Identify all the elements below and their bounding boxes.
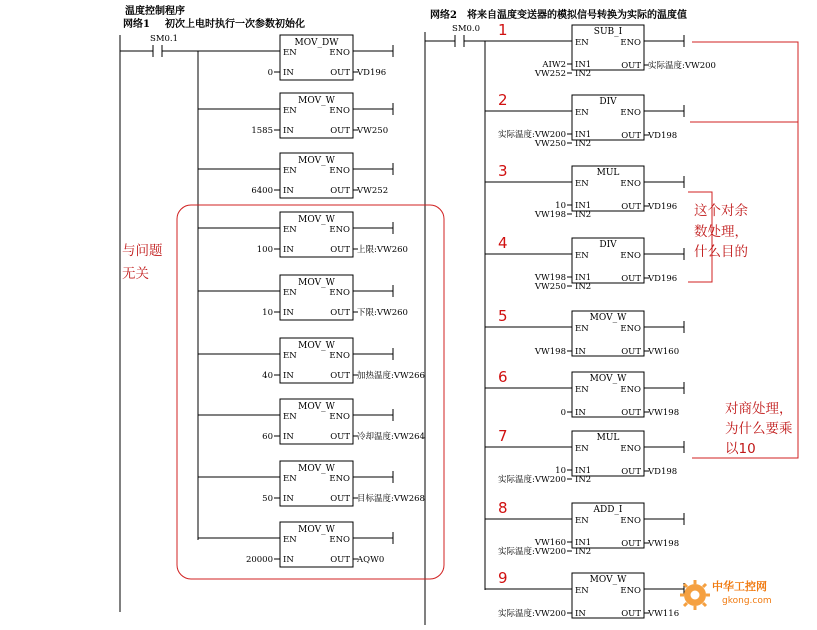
operand-in1: 实际温度:VW200 — [498, 130, 566, 140]
irrelevant-note-line1: 与问题 — [122, 243, 163, 259]
pin-in2: IN2 — [575, 210, 592, 220]
operand-in1: 10 — [555, 466, 566, 476]
irrelevant-note-line2: 无关 — [122, 266, 149, 282]
operand-in2: 实际温度:VW200 — [498, 475, 566, 485]
watermark-logo — [680, 579, 772, 610]
pin-out: OUT — [621, 539, 641, 549]
contact-sm0-1 — [120, 34, 280, 57]
pin-out: OUT — [330, 432, 350, 442]
pin-out: OUT — [621, 274, 641, 284]
n2-block-2 — [485, 91, 684, 149]
block-name: MOV_W — [298, 278, 335, 288]
pin-in: IN — [283, 432, 294, 442]
program-title: 温度控制程序 — [125, 6, 185, 17]
pin-en: EN — [283, 225, 297, 235]
network1-blocks — [198, 35, 425, 567]
pin-eno: ENO — [329, 225, 350, 235]
pin-en: EN — [575, 516, 589, 526]
block-name: MOV_DW — [294, 38, 339, 48]
block-name: MOV_W — [298, 402, 335, 412]
operand-in: 1585 — [251, 126, 273, 136]
pin-eno: ENO — [329, 288, 350, 298]
quotient-note-line2: 为什么要乘 — [725, 421, 793, 437]
svg-text:中华工控网: 中华工控网 — [712, 580, 767, 593]
pin-in: IN — [283, 308, 294, 318]
operand-out: VD196 — [648, 274, 678, 284]
pin-out: OUT — [330, 126, 350, 136]
operand-in1: 10 — [555, 201, 566, 211]
n2-block-9 — [485, 569, 684, 619]
block-name: MOV_W — [589, 313, 627, 323]
operand-in: 0 — [267, 68, 273, 78]
operand-in1: AIW2 — [542, 60, 566, 70]
svg-text:gkong.com: gkong.com — [722, 596, 772, 606]
block-name: MUL — [596, 433, 620, 443]
rung-number: 3 — [498, 162, 508, 180]
svg-text:SM0.1: SM0.1 — [150, 34, 179, 44]
pin-in2: IN2 — [575, 69, 592, 79]
pin-out: OUT — [621, 609, 641, 619]
pin-en: EN — [283, 474, 297, 484]
network1-comment: 初次上电时执行一次参数初始化 — [165, 19, 305, 30]
pin-eno: ENO — [620, 324, 641, 334]
pin-en: EN — [575, 251, 589, 261]
pin-en: EN — [283, 106, 297, 116]
pin-in2: IN2 — [575, 475, 592, 485]
pin-in1: IN1 — [575, 538, 592, 548]
operand-in: 20000 — [245, 555, 273, 565]
pin-en: EN — [575, 324, 589, 334]
block-name: MOV_W — [298, 341, 335, 351]
svg-text:SM0.0: SM0.0 — [452, 24, 481, 34]
pin-in: IN — [575, 609, 586, 619]
pin-out: OUT — [330, 308, 350, 318]
pin-en: EN — [575, 179, 589, 189]
remainder-note-line1: 这个对余 — [694, 203, 748, 219]
operand-in: 0 — [560, 408, 566, 418]
n1-block-8 — [198, 461, 425, 506]
rung-number: 5 — [498, 307, 508, 325]
pin-in2: IN2 — [575, 139, 592, 149]
operand-out: VD198 — [648, 131, 678, 141]
operand-in2: VW250 — [534, 282, 566, 292]
block-name: ADD_I — [593, 505, 623, 515]
operand-out: 冷却温度:VW264 — [357, 432, 425, 442]
quotient-note-line3: 以10 — [725, 441, 756, 457]
pin-out: OUT — [621, 61, 641, 71]
rung-number: 1 — [498, 21, 508, 39]
pin-in1: IN1 — [575, 273, 592, 283]
pin-in: IN — [575, 408, 586, 418]
remainder-note-line3: 什么目的 — [694, 244, 748, 260]
pin-out: OUT — [621, 467, 641, 477]
pin-eno: ENO — [620, 444, 641, 454]
n1-block-3 — [198, 153, 393, 198]
n1-block-4 — [198, 212, 408, 257]
remainder-note-line2: 数处理， — [694, 224, 748, 240]
rung-number: 9 — [498, 569, 508, 587]
pin-in: IN — [283, 126, 294, 136]
rung-number: 7 — [498, 427, 508, 445]
operand-in: 实际温度:VW200 — [498, 609, 566, 619]
operand-in1: VW160 — [534, 538, 566, 548]
operand-in2: VW250 — [534, 139, 566, 149]
pin-en: EN — [575, 108, 589, 118]
pin-in: IN — [283, 371, 294, 381]
operand-out: VW198 — [648, 539, 680, 549]
pin-eno: ENO — [620, 179, 641, 189]
n2-block-8 — [485, 499, 684, 557]
block-name: MOV_W — [298, 96, 335, 106]
operand-out: VD198 — [648, 467, 678, 477]
n2-block-4 — [485, 234, 684, 292]
operand-out: 下限:VW260 — [357, 308, 408, 318]
pin-en: EN — [283, 535, 297, 545]
pin-in: IN — [575, 347, 586, 357]
operand-out: 实际温度:VW200 — [648, 61, 716, 71]
pin-eno: ENO — [620, 38, 641, 48]
pin-en: EN — [283, 288, 297, 298]
pin-out: OUT — [330, 245, 350, 255]
pin-in: IN — [283, 245, 294, 255]
pin-in: IN — [283, 555, 294, 565]
network1-label: 网络1 — [123, 19, 150, 30]
pin-in1: IN1 — [575, 466, 592, 476]
pin-out: OUT — [621, 408, 641, 418]
operand-in2: VW198 — [534, 210, 566, 220]
operand-out: 上限:VW260 — [357, 245, 408, 255]
quotient-note-line1: 对商处理， — [725, 401, 793, 417]
pin-eno: ENO — [329, 166, 350, 176]
pin-en: EN — [575, 38, 589, 48]
block-name: MOV_W — [298, 525, 335, 535]
pin-in: IN — [283, 186, 294, 196]
operand-in: 60 — [262, 432, 273, 442]
block-name: MOV_W — [298, 464, 335, 474]
pin-in1: IN1 — [575, 60, 592, 70]
operand-in: 10 — [262, 308, 273, 318]
pin-out: OUT — [621, 202, 641, 212]
block-name: DIV — [599, 240, 617, 250]
pin-eno: ENO — [329, 474, 350, 484]
pin-eno: ENO — [620, 251, 641, 261]
block-name: MOV_W — [298, 156, 335, 166]
operand-out: VW160 — [648, 347, 680, 357]
operand-out: AQW0 — [357, 555, 385, 565]
block-name: SUB_I — [593, 27, 623, 37]
operand-in: 100 — [256, 245, 273, 255]
operand-in: 6400 — [251, 186, 273, 196]
pin-out: OUT — [621, 347, 641, 357]
operand-in1: VW198 — [534, 273, 566, 283]
pin-en: EN — [283, 351, 297, 361]
n2-block-7 — [485, 427, 684, 485]
pin-eno: ENO — [329, 351, 350, 361]
operand-out: VW252 — [357, 186, 389, 196]
operand-out: 加热温度:VW266 — [357, 371, 425, 381]
operand-in: VW198 — [534, 347, 566, 357]
operand-in: 50 — [262, 494, 273, 504]
pin-en: EN — [575, 385, 589, 395]
operand-in2: 实际温度:VW200 — [498, 547, 566, 557]
rung-number: 2 — [498, 91, 508, 109]
pin-in2: IN2 — [575, 547, 592, 557]
rung-number: 4 — [498, 234, 508, 252]
pin-out: OUT — [330, 68, 350, 78]
block-name: MOV_W — [589, 374, 627, 384]
operand-out: VD196 — [648, 202, 678, 212]
n1-block-1 — [268, 35, 393, 80]
pin-out: OUT — [330, 371, 350, 381]
operand-out: VW116 — [648, 609, 680, 619]
n1-block-9 — [198, 522, 393, 567]
pin-en: EN — [283, 48, 297, 58]
pin-in: IN — [283, 494, 294, 504]
network2-blocks — [485, 21, 716, 619]
network2-label: 网络2 — [430, 10, 457, 21]
n1-block-7 — [198, 399, 425, 444]
gear-icon — [680, 580, 710, 610]
pin-en: EN — [575, 444, 589, 454]
pin-in2: IN2 — [575, 282, 592, 292]
pin-en: EN — [283, 412, 297, 422]
operand-out: VW250 — [357, 126, 389, 136]
pin-in1: IN1 — [575, 130, 592, 140]
pin-out: OUT — [330, 186, 350, 196]
n2-block-5 — [485, 307, 684, 357]
n2-block-1 — [498, 21, 716, 79]
pin-eno: ENO — [329, 535, 350, 545]
pin-out: OUT — [330, 494, 350, 504]
pin-en: EN — [575, 586, 589, 596]
rung-number: 8 — [498, 499, 508, 517]
block-name: MUL — [596, 168, 620, 178]
block-name: MOV_W — [589, 575, 627, 585]
operand-out: VD196 — [357, 68, 387, 78]
operand-in2: VW252 — [534, 69, 566, 79]
n2-block-3 — [485, 162, 684, 220]
pin-eno: ENO — [620, 385, 641, 395]
pin-out: OUT — [621, 131, 641, 141]
pin-eno: ENO — [620, 516, 641, 526]
pin-eno: ENO — [620, 108, 641, 118]
operand-out: VW198 — [648, 408, 680, 418]
pin-in1: IN1 — [575, 201, 592, 211]
operand-in: 40 — [262, 371, 273, 381]
rung-number: 6 — [498, 368, 508, 386]
pin-eno: ENO — [329, 106, 350, 116]
operand-out: 目标温度:VW268 — [357, 494, 425, 504]
n2-block-6 — [485, 368, 684, 418]
network2-comment: 将来自温度变送器的模拟信号转换为实际的温度值 — [467, 10, 687, 21]
pin-en: EN — [283, 166, 297, 176]
pin-eno: ENO — [329, 48, 350, 58]
block-name: DIV — [599, 97, 617, 107]
pin-eno: ENO — [329, 412, 350, 422]
pin-eno: ENO — [620, 586, 641, 596]
n1-block-5 — [198, 275, 408, 320]
n1-block-2 — [198, 93, 393, 138]
block-name: MOV_W — [298, 215, 335, 225]
pin-in: IN — [283, 68, 294, 78]
n1-block-6 — [198, 338, 425, 383]
pin-out: OUT — [330, 555, 350, 565]
